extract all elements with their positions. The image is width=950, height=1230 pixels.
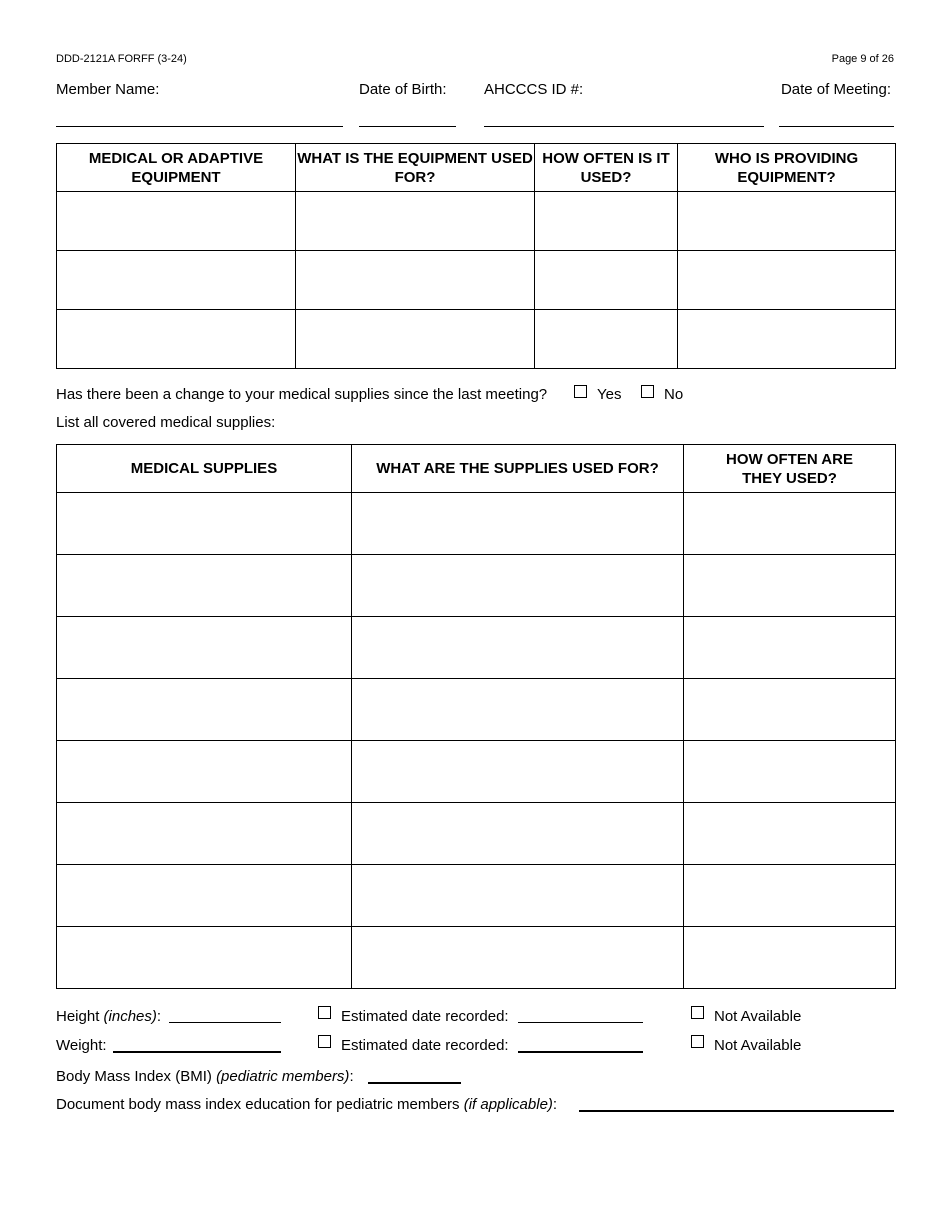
height-not-available-checkbox[interactable] bbox=[691, 1006, 704, 1019]
equipment-purpose-cell[interactable] bbox=[296, 192, 535, 251]
supply-frequency-cell[interactable] bbox=[684, 617, 896, 679]
equipment-provider-cell[interactable] bbox=[678, 251, 896, 310]
supplies-change-no-label: No bbox=[664, 386, 684, 403]
date-of-meeting-field[interactable] bbox=[779, 126, 894, 127]
supplies-list-label: List all covered medical supplies: bbox=[56, 414, 276, 431]
supply-purpose-cell[interactable] bbox=[352, 741, 684, 803]
supplies-header-purpose: WHAT ARE THE SUPPLIES USED FOR? bbox=[352, 445, 684, 493]
supplies-change-no-checkbox[interactable] bbox=[641, 385, 654, 398]
bmi-field[interactable] bbox=[368, 1082, 461, 1084]
bmi-note: (pediatric members) bbox=[216, 1068, 350, 1085]
weight-not-available-checkbox[interactable] bbox=[691, 1035, 704, 1048]
supplies-header-frequency: HOW OFTEN ARE THEY USED? bbox=[684, 445, 896, 493]
supply-frequency-cell[interactable] bbox=[684, 493, 896, 555]
supply-purpose-cell[interactable] bbox=[352, 927, 684, 989]
supply-cell[interactable] bbox=[57, 803, 352, 865]
ahcccs-id-field[interactable] bbox=[484, 126, 764, 127]
weight-label: Weight: bbox=[56, 1037, 107, 1054]
weight-estimated-label: Estimated date recorded: bbox=[341, 1037, 509, 1054]
weight-not-available-label: Not Available bbox=[714, 1037, 802, 1054]
equipment-frequency-cell[interactable] bbox=[535, 192, 678, 251]
member-name-label: Member Name: bbox=[56, 81, 160, 98]
table-row bbox=[57, 679, 896, 741]
supply-cell[interactable] bbox=[57, 617, 352, 679]
supply-purpose-cell[interactable] bbox=[352, 493, 684, 555]
height-unit: (inches) bbox=[103, 1008, 157, 1025]
supply-cell[interactable] bbox=[57, 865, 352, 927]
table-row bbox=[57, 617, 896, 679]
height-estimated-label: Estimated date recorded: bbox=[341, 1008, 509, 1025]
height-label-group bbox=[56, 1008, 161, 1025]
equipment-cell[interactable] bbox=[57, 192, 296, 251]
equipment-provider-cell[interactable] bbox=[678, 192, 896, 251]
supply-cell[interactable] bbox=[57, 493, 352, 555]
weight-estimated-date-field[interactable] bbox=[518, 1051, 643, 1053]
supply-cell[interactable] bbox=[57, 741, 352, 803]
supply-frequency-cell[interactable] bbox=[684, 679, 896, 741]
height-estimated-date-field[interactable] bbox=[518, 1022, 643, 1023]
bmi-education-colon: : bbox=[552, 1096, 558, 1113]
height-field[interactable] bbox=[169, 1022, 281, 1023]
bmi-education-label-group bbox=[56, 1096, 557, 1113]
table-row bbox=[57, 310, 896, 369]
supplies-table bbox=[56, 444, 896, 989]
supply-frequency-cell[interactable] bbox=[684, 803, 896, 865]
bmi-label: Body Mass Index (BMI) bbox=[56, 1068, 212, 1085]
supply-purpose-cell[interactable] bbox=[352, 865, 684, 927]
ahcccs-id-label: AHCCCS ID #: bbox=[484, 81, 584, 98]
table-row bbox=[57, 865, 896, 927]
supply-frequency-cell[interactable] bbox=[684, 865, 896, 927]
equipment-cell[interactable] bbox=[57, 310, 296, 369]
equipment-frequency-cell[interactable] bbox=[535, 251, 678, 310]
supplies-change-yes-label: Yes bbox=[597, 386, 622, 403]
equipment-header-provider: WHO IS PROVIDING EQUIPMENT? bbox=[678, 144, 896, 192]
table-row bbox=[57, 927, 896, 989]
supply-cell[interactable] bbox=[57, 679, 352, 741]
bmi-education-note: (if applicable) bbox=[463, 1096, 553, 1113]
bmi-education-label: Document body mass index education for pediatric members bbox=[56, 1096, 460, 1113]
table-row bbox=[57, 803, 896, 865]
weight-estimated-checkbox[interactable] bbox=[318, 1035, 331, 1048]
equipment-frequency-cell[interactable] bbox=[535, 310, 678, 369]
supply-purpose-cell[interactable] bbox=[352, 555, 684, 617]
date-of-birth-field[interactable] bbox=[359, 126, 456, 127]
height-colon: : bbox=[156, 1008, 162, 1025]
bmi-colon: : bbox=[349, 1068, 354, 1085]
form-id: DDD-2121A FORFF (3-24) bbox=[56, 53, 187, 65]
height-label: Height bbox=[56, 1008, 100, 1025]
supply-frequency-cell[interactable] bbox=[684, 555, 896, 617]
supplies-change-yes-checkbox[interactable] bbox=[574, 385, 587, 398]
height-not-available-label: Not Available bbox=[714, 1008, 802, 1025]
supply-purpose-cell[interactable] bbox=[352, 803, 684, 865]
date-of-meeting-label: Date of Meeting: bbox=[780, 81, 891, 98]
supply-frequency-cell[interactable] bbox=[684, 927, 896, 989]
equipment-header-frequency: HOW OFTEN IS IT USED? bbox=[535, 144, 678, 192]
member-name-field[interactable] bbox=[56, 126, 343, 127]
supply-frequency-cell[interactable] bbox=[684, 741, 896, 803]
equipment-header-item: MEDICAL OR ADAPTIVE EQUIPMENT bbox=[57, 144, 296, 192]
equipment-table bbox=[56, 143, 896, 369]
table-row bbox=[57, 555, 896, 617]
height-estimated-checkbox[interactable] bbox=[318, 1006, 331, 1019]
supply-purpose-cell[interactable] bbox=[352, 679, 684, 741]
bmi-education-field[interactable] bbox=[579, 1110, 894, 1112]
equipment-purpose-cell[interactable] bbox=[296, 310, 535, 369]
date-of-birth-label: Date of Birth: bbox=[359, 81, 447, 98]
supply-cell[interactable] bbox=[57, 927, 352, 989]
supply-cell[interactable] bbox=[57, 555, 352, 617]
weight-field[interactable] bbox=[113, 1051, 281, 1053]
supplies-header-item: MEDICAL SUPPLIES bbox=[57, 445, 352, 493]
table-row bbox=[57, 741, 896, 803]
supply-purpose-cell[interactable] bbox=[352, 617, 684, 679]
supplies-change-question: Has there been a change to your medical supplies since the last meeting? bbox=[56, 386, 548, 403]
equipment-header-purpose: WHAT IS THE EQUIPMENT USED FOR? bbox=[296, 144, 535, 192]
page-number: Page 9 of 26 bbox=[831, 53, 894, 65]
table-row bbox=[57, 493, 896, 555]
equipment-cell[interactable] bbox=[57, 251, 296, 310]
equipment-provider-cell[interactable] bbox=[678, 310, 896, 369]
bmi-label-group bbox=[56, 1068, 354, 1085]
table-row bbox=[57, 192, 896, 251]
table-row bbox=[57, 251, 896, 310]
equipment-purpose-cell[interactable] bbox=[296, 251, 535, 310]
